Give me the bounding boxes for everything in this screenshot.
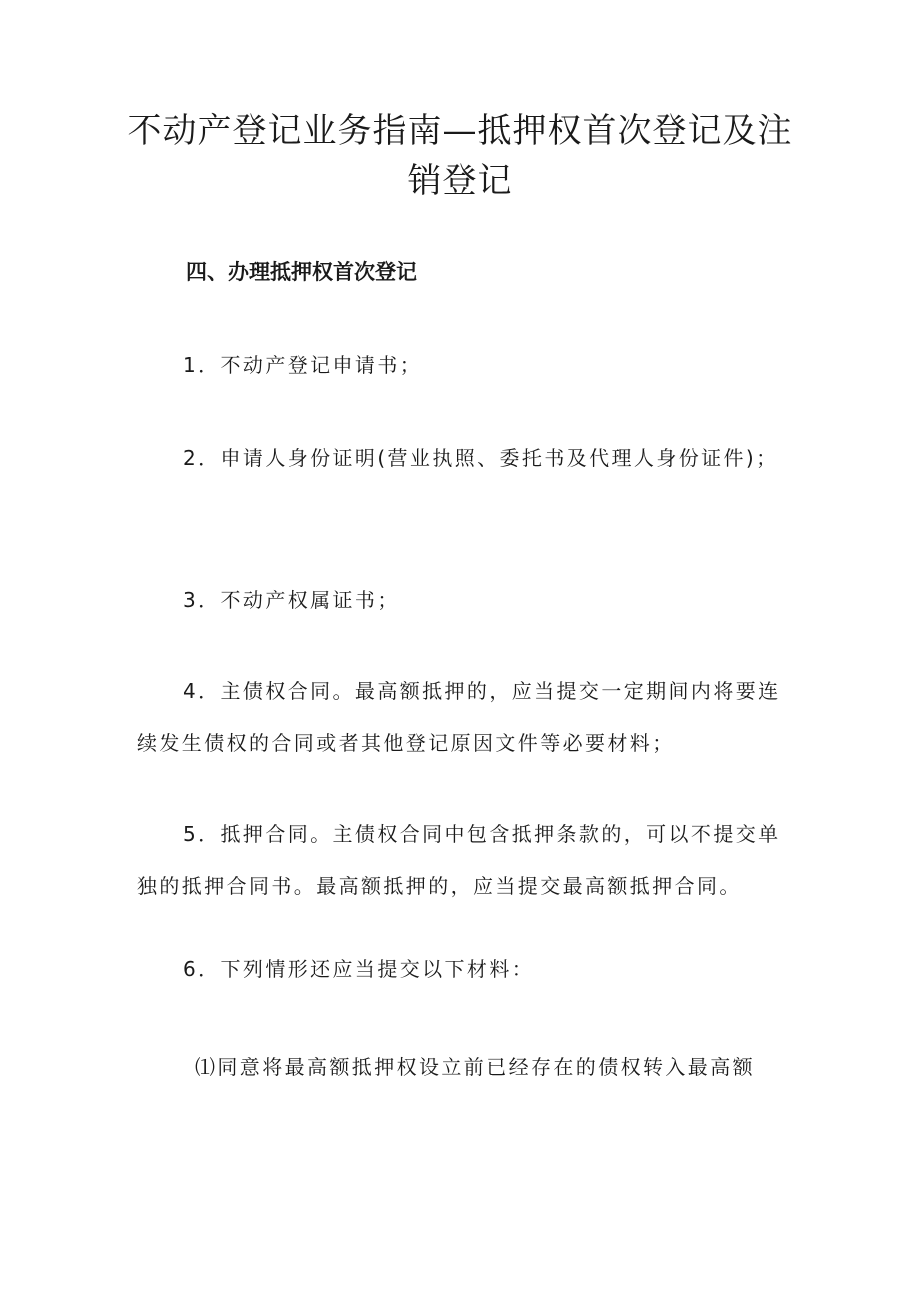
- list-item-1: 1．不动产登记申请书；: [183, 353, 423, 377]
- list-item-3: 3．不动产权属证书；: [183, 588, 400, 612]
- document-title: 不动产登记业务指南—抵押权首次登记及注销登记: [127, 111, 793, 201]
- list-item-4: 4．主债权合同。最高额抵押的，应当提交一定期间内将要连续发生债权的合同或者其他登记原因文件等必要材料；: [137, 679, 781, 755]
- section-heading: 四、办理抵押权首次登记: [186, 260, 417, 284]
- list-item-5: 5．抵押合同。主债权合同中包含抵押条款的，可以不提交单独的抵押合同书。最高额抵押的，应当提交最高额抵押合同。: [137, 822, 781, 898]
- list-item-2: 2．申请人身份证明(营业执照、委托书及代理人身份证件)；: [183, 446, 779, 470]
- list-subitem-1: ⑴同意将最高额抵押权设立前已经存在的债权转入最高额: [195, 1055, 755, 1079]
- list-item-6: 6．下列情形还应当提交以下材料：: [183, 957, 535, 981]
